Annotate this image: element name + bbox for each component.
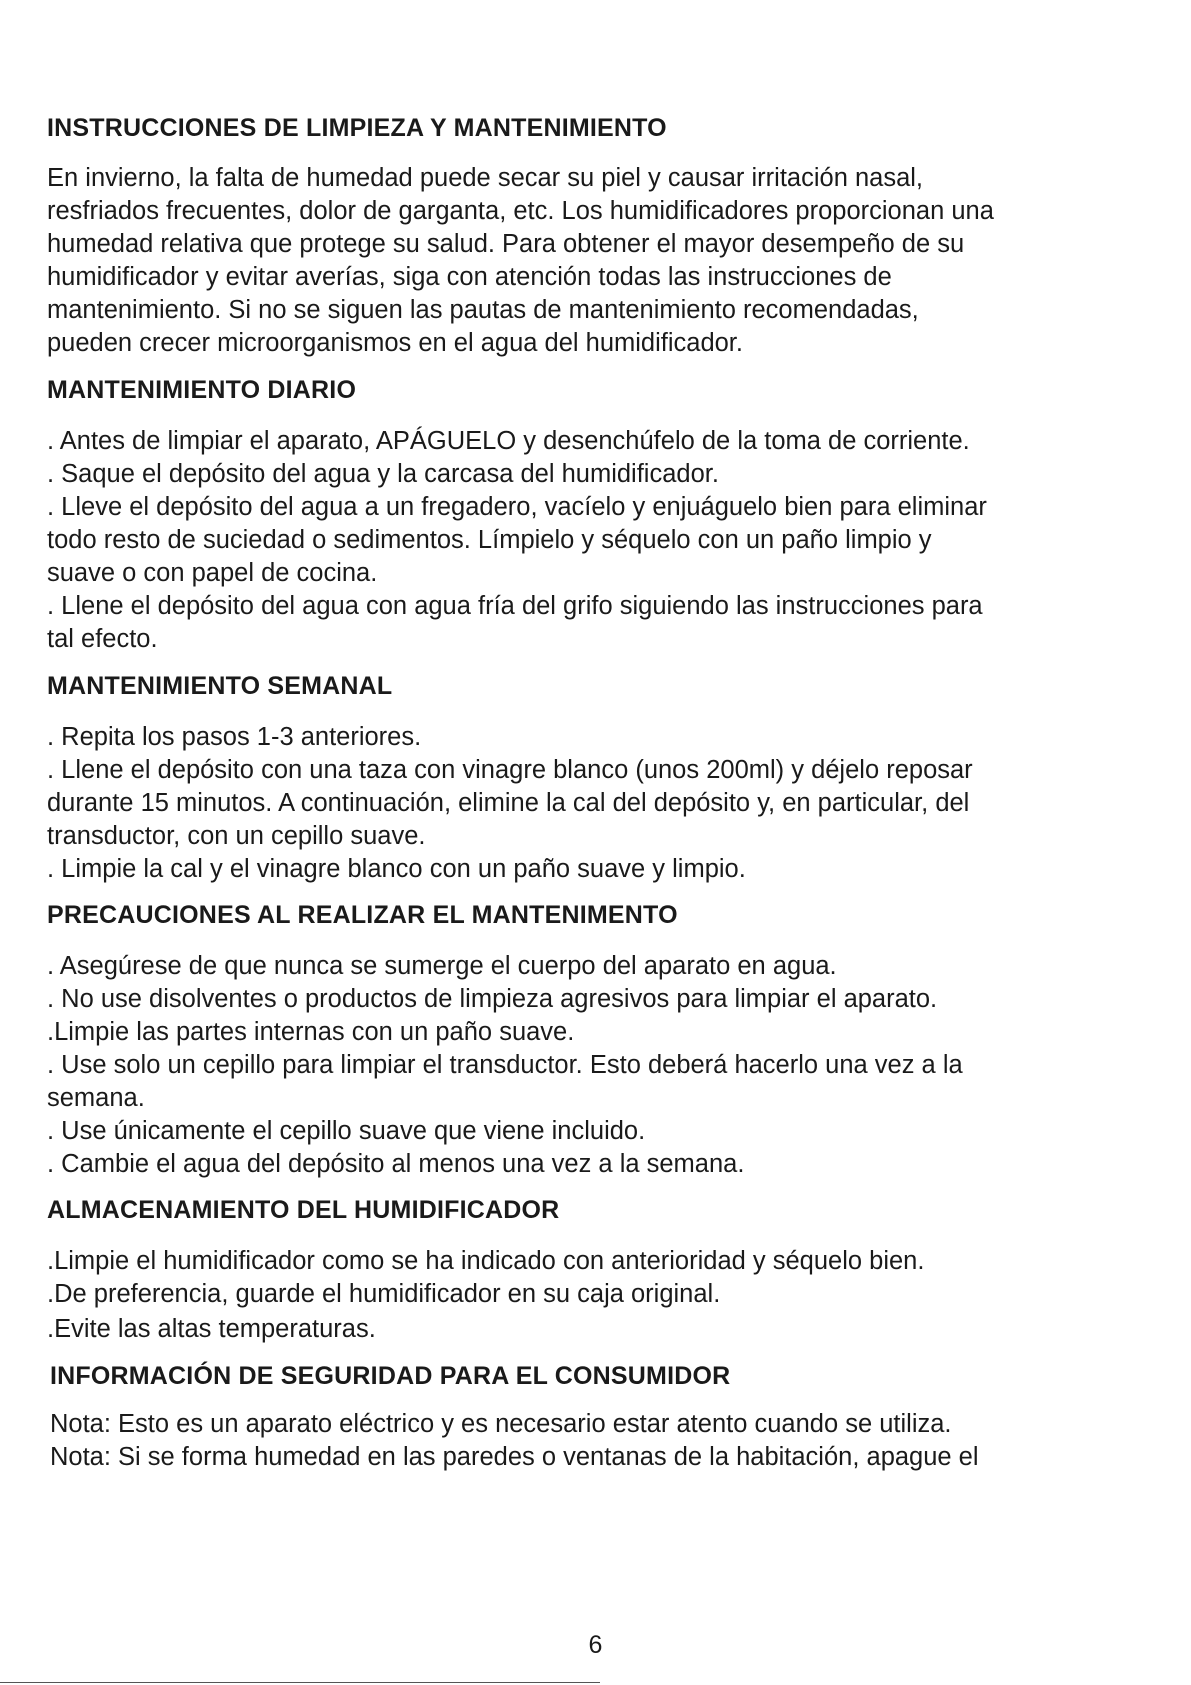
paragraph-line: semana.	[47, 1084, 145, 1112]
paragraph-line: . Use solo un cepillo para limpiar el transductor. Esto deberá hacerlo una vez a la	[47, 1051, 963, 1079]
paragraph-line: transductor, con un cepillo suave.	[47, 822, 426, 850]
paragraph-line: Nota: Esto es un aparato eléctrico y es necesario estar atento cuando se utiliza.	[50, 1410, 952, 1438]
section-heading-weekly-maintenance: MANTENIMIENTO SEMANAL	[47, 672, 393, 700]
paragraph-line: .De preferencia, guarde el humidificador en su caja original.	[47, 1280, 721, 1308]
paragraph-line: . Lleve el depósito del agua a un fregadero, vacíelo y enjuáguelo bien para eliminar	[47, 493, 987, 521]
paragraph-line: . Llene el depósito con una taza con vinagre blanco (unos 200ml) y déjelo reposar	[47, 756, 973, 784]
section-heading-daily-maintenance: MANTENIMIENTO DIARIO	[47, 376, 357, 404]
paragraph-line: .Limpie el humidificador como se ha indicado con anterioridad y séquelo bien.	[47, 1247, 925, 1275]
paragraph-line: pueden crecer microorganismos en el agua del humidificador.	[47, 329, 743, 357]
section-heading-storage: ALMACENAMIENTO DEL HUMIDIFICADOR	[47, 1196, 560, 1224]
paragraph-line: mantenimiento. Si no se siguen las pautas de mantenimiento recomendadas,	[47, 296, 919, 324]
paragraph-line: . Limpie la cal y el vinagre blanco con un paño suave y limpio.	[47, 855, 746, 883]
section-heading-consumer-safety: INFORMACIÓN DE SEGURIDAD PARA EL CONSUMIDOR	[50, 1362, 731, 1390]
section-heading-cleaning-instructions: INSTRUCCIONES DE LIMPIEZA Y MANTENIMIENTO	[47, 114, 667, 142]
paragraph-line: resfriados frecuentes, dolor de garganta, etc. Los humidificadores proporcionan una	[47, 197, 994, 225]
paragraph-line: tal efecto.	[47, 625, 158, 653]
paragraph-line: . No use disolventes o productos de limpieza agresivos para limpiar el aparato.	[47, 985, 938, 1013]
paragraph-line: . Cambie el agua del depósito al menos una vez a la semana.	[47, 1150, 745, 1178]
paragraph-line: . Use únicamente el cepillo suave que viene incluido.	[47, 1117, 646, 1145]
paragraph-line: . Asegúrese de que nunca se sumerge el cuerpo del aparato en agua.	[47, 952, 837, 980]
paragraph-line: Nota: Si se forma humedad en las paredes o ventanas de la habitación, apague el	[50, 1443, 979, 1471]
paragraph-line: . Repita los pasos 1-3 anteriores.	[47, 723, 422, 751]
paragraph-line: humidificador y evitar averías, siga con atención todas las instrucciones de	[47, 263, 892, 291]
paragraph-line: suave o con papel de cocina.	[47, 559, 378, 587]
paragraph-line: todo resto de suciedad o sedimentos. Límpielo y séquelo con un paño limpio y	[47, 526, 932, 554]
paragraph-line: durante 15 minutos. A continuación, elimine la cal del depósito y, en particular, del	[47, 789, 970, 817]
paragraph-line: .Evite las altas temperaturas.	[47, 1315, 376, 1343]
paragraph-line: .Limpie las partes internas con un paño suave.	[47, 1018, 575, 1046]
page-number: 6	[588, 1631, 603, 1659]
paragraph-line: En invierno, la falta de humedad puede secar su piel y causar irritación nasal,	[47, 164, 924, 192]
paragraph-line: . Antes de limpiar el aparato, APÁGUELO y desenchúfelo de la toma de corriente.	[47, 427, 970, 455]
paragraph-line: humedad relativa que protege su salud. Para obtener el mayor desempeño de su	[47, 230, 965, 258]
paragraph-line: . Llene el depósito del agua con agua fría del grifo siguiendo las instrucciones para	[47, 592, 983, 620]
footer-divider	[0, 1682, 600, 1683]
section-heading-maintenance-precautions: PRECAUCIONES AL REALIZAR EL MANTENIMENTO	[47, 901, 678, 929]
paragraph-line: . Saque el depósito del agua y la carcasa del humidificador.	[47, 460, 719, 488]
